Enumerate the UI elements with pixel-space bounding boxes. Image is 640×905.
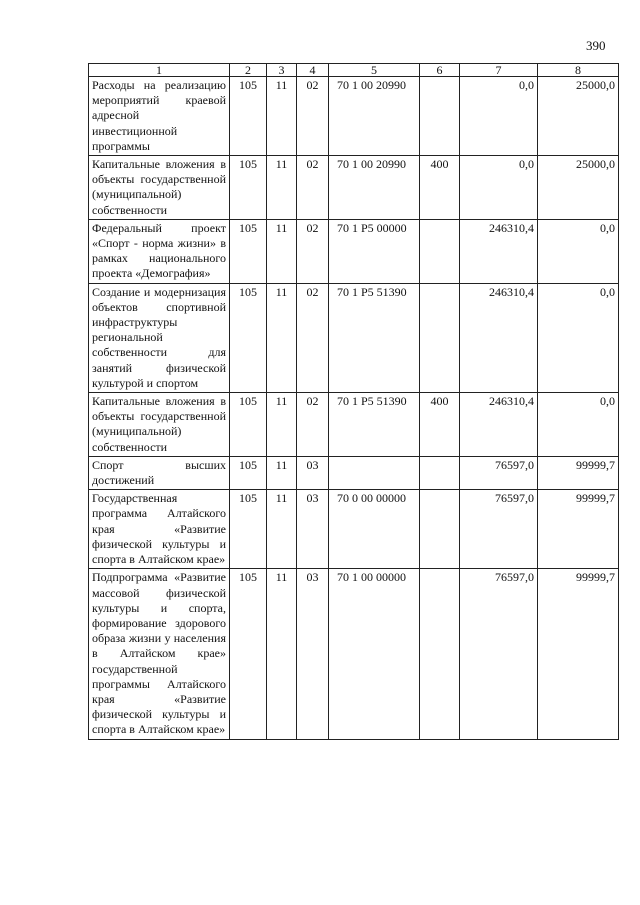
amount-col7-cell: 246310,4 bbox=[460, 219, 538, 283]
column-header: 6 bbox=[420, 64, 460, 77]
expense-name-cell: Создание и модернизация объектов спортивной инфраструктуры региональной собственности для занятий физической культурой и спортом bbox=[89, 283, 230, 392]
column-header: 4 bbox=[297, 64, 329, 77]
table-row bbox=[89, 283, 619, 392]
column-header: 5 bbox=[329, 64, 420, 77]
target-article-cell: 70 1 00 00000 bbox=[329, 569, 420, 739]
column-header: 8 bbox=[538, 64, 619, 77]
amount-col8-cell: 0,0 bbox=[538, 219, 619, 283]
expense-type-cell bbox=[420, 77, 460, 156]
table-row bbox=[89, 569, 619, 739]
table-row bbox=[89, 456, 619, 489]
section-code-cell: 11 bbox=[267, 219, 297, 283]
section-code-cell: 11 bbox=[267, 156, 297, 220]
amount-col8-cell: 0,0 bbox=[538, 393, 619, 457]
header-row bbox=[89, 64, 619, 77]
expense-type-cell bbox=[420, 569, 460, 739]
expense-name-cell: Государственная программа Алтайского края «Развитие физической культуры и спорта в Алтайском крае» bbox=[89, 490, 230, 569]
ministry-code-cell: 105 bbox=[230, 219, 267, 283]
subsection-code-cell: 03 bbox=[297, 569, 329, 739]
amount-col8-cell: 25000,0 bbox=[538, 156, 619, 220]
section-code-cell: 11 bbox=[267, 456, 297, 489]
amount-col7-cell: 76597,0 bbox=[460, 456, 538, 489]
amount-col8-cell: 99999,7 bbox=[538, 490, 619, 569]
page-number: 390 bbox=[586, 38, 606, 53]
expense-type-cell bbox=[420, 219, 460, 283]
table-row bbox=[89, 393, 619, 457]
subsection-code-cell: 02 bbox=[297, 393, 329, 457]
ministry-code-cell: 105 bbox=[230, 283, 267, 392]
expense-name-cell: Капитальные вложения в объекты государственной (муниципальной) собственности bbox=[89, 393, 230, 457]
amount-col7-cell: 246310,4 bbox=[460, 393, 538, 457]
table-row bbox=[89, 490, 619, 569]
column-header: 2 bbox=[230, 64, 267, 77]
subsection-code-cell: 02 bbox=[297, 283, 329, 392]
section-code-cell: 11 bbox=[267, 393, 297, 457]
amount-col7-cell: 0,0 bbox=[460, 156, 538, 220]
expense-type-cell bbox=[420, 490, 460, 569]
section-code-cell: 11 bbox=[267, 569, 297, 739]
ministry-code-cell: 105 bbox=[230, 77, 267, 156]
amount-col8-cell: 99999,7 bbox=[538, 456, 619, 489]
amount-col7-cell: 0,0 bbox=[460, 77, 538, 156]
subsection-code-cell: 03 bbox=[297, 456, 329, 489]
expense-type-cell: 400 bbox=[420, 156, 460, 220]
target-article-cell: 70 0 00 00000 bbox=[329, 490, 420, 569]
section-code-cell: 11 bbox=[267, 77, 297, 156]
ministry-code-cell: 105 bbox=[230, 456, 267, 489]
target-article-cell bbox=[329, 456, 420, 489]
budget-table bbox=[88, 63, 619, 740]
column-header: 7 bbox=[460, 64, 538, 77]
expense-type-cell bbox=[420, 283, 460, 392]
target-article-cell: 70 1 00 20990 bbox=[329, 77, 420, 156]
table-row bbox=[89, 219, 619, 283]
subsection-code-cell: 02 bbox=[297, 156, 329, 220]
amount-col7-cell: 246310,4 bbox=[460, 283, 538, 392]
amount-col7-cell: 76597,0 bbox=[460, 569, 538, 739]
target-article-cell: 70 1 P5 00000 bbox=[329, 219, 420, 283]
expense-type-cell bbox=[420, 456, 460, 489]
ministry-code-cell: 105 bbox=[230, 156, 267, 220]
expense-type-cell: 400 bbox=[420, 393, 460, 457]
expense-name-cell: Капитальные вложения в объекты государственной (муниципальной) собственности bbox=[89, 156, 230, 220]
ministry-code-cell: 105 bbox=[230, 569, 267, 739]
target-article-cell: 70 1 00 20990 bbox=[329, 156, 420, 220]
expense-name-cell: Федеральный проект «Спорт - норма жизни» в рамках национального проекта «Демография» bbox=[89, 219, 230, 283]
target-article-cell: 70 1 P5 51390 bbox=[329, 283, 420, 392]
subsection-code-cell: 02 bbox=[297, 219, 329, 283]
target-article-cell: 70 1 P5 51390 bbox=[329, 393, 420, 457]
column-header: 1 bbox=[89, 64, 230, 77]
subsection-code-cell: 02 bbox=[297, 77, 329, 156]
expense-name-cell: Расходы на реализацию мероприятий краевой адресной инвестиционной программы bbox=[89, 77, 230, 156]
amount-col8-cell: 25000,0 bbox=[538, 77, 619, 156]
ministry-code-cell: 105 bbox=[230, 490, 267, 569]
table-row bbox=[89, 77, 619, 156]
amount-col7-cell: 76597,0 bbox=[460, 490, 538, 569]
section-code-cell: 11 bbox=[267, 283, 297, 392]
column-header: 3 bbox=[267, 64, 297, 77]
amount-col8-cell: 0,0 bbox=[538, 283, 619, 392]
expense-name-cell: Спорт высших достижений bbox=[89, 456, 230, 489]
ministry-code-cell: 105 bbox=[230, 393, 267, 457]
expense-name-cell: Подпрограмма «Развитие массовой физической культуры и спорта, формирование здорового образа жизни у населения в Алтайском крае» государственной программы Алтайского края «Развитие физической культуры и спорта в Алтайском крае» bbox=[89, 569, 230, 739]
subsection-code-cell: 03 bbox=[297, 490, 329, 569]
amount-col8-cell: 99999,7 bbox=[538, 569, 619, 739]
section-code-cell: 11 bbox=[267, 490, 297, 569]
table-row bbox=[89, 156, 619, 220]
